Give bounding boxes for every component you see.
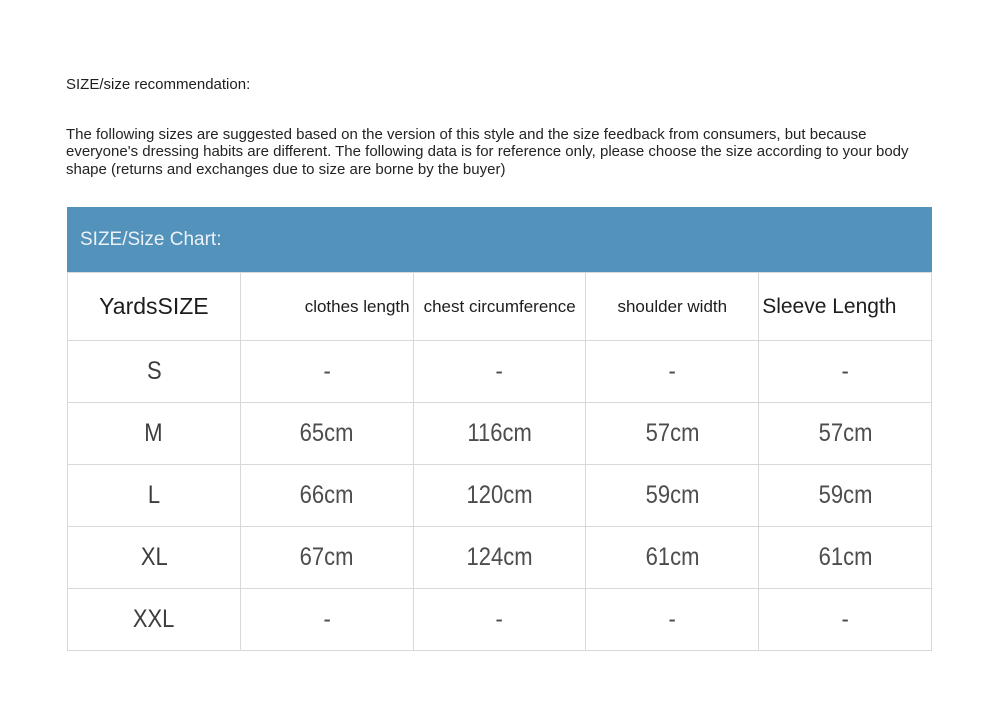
column-header-size: YardsSIZE [68, 273, 241, 341]
column-header-sleeve-length: Sleeve Length [759, 273, 932, 341]
size-chart-banner [67, 207, 932, 272]
table-header-row [68, 273, 932, 341]
column-header-chest: chest circumference [413, 273, 586, 341]
size-label: M [144, 419, 164, 448]
value-label: - [323, 357, 331, 386]
table-row-s [68, 341, 932, 403]
size-label: XL [140, 543, 168, 572]
value-cell [586, 403, 759, 465]
value-cell [413, 589, 586, 651]
value-cell [413, 403, 586, 465]
value-cell [240, 341, 413, 403]
column-header-clothes-length: clothes length [240, 273, 413, 341]
value-label: - [668, 357, 676, 386]
value-label: - [668, 605, 676, 634]
size-chart-table [67, 272, 932, 651]
value-label: 61cm [645, 543, 700, 572]
value-label: 116cm [467, 419, 532, 448]
value-cell [413, 341, 586, 403]
value-label: - [495, 357, 504, 386]
size-cell [68, 403, 241, 465]
column-header-shoulder-width: shoulder width [586, 273, 759, 341]
value-cell [759, 527, 932, 589]
value-label: 120cm [466, 481, 533, 510]
value-label: 66cm [299, 481, 354, 510]
page-title: SIZE/size recommendation: [66, 76, 251, 93]
size-cell [68, 465, 241, 527]
size-cell [68, 341, 241, 403]
value-label: 59cm [645, 481, 700, 510]
size-description: The following sizes are suggested based on the version of this style and the size feedback from consumers, but because everyone's dressing habits are different. The following data is for reference only, please choose the size according to your body shape (returns and exchanges due to size are borne by the buyer) [66, 126, 909, 178]
value-cell [586, 527, 759, 589]
size-label: L [147, 481, 161, 510]
value-label: - [841, 357, 849, 386]
value-label: 61cm [818, 543, 872, 572]
value-cell [759, 341, 932, 403]
value-cell [759, 403, 932, 465]
size-cell [68, 589, 241, 651]
value-cell [586, 589, 759, 651]
value-label: 124cm [466, 543, 533, 572]
value-cell [413, 527, 586, 589]
table-row-l [68, 465, 932, 527]
value-label: 57cm [645, 419, 700, 448]
value-cell [586, 465, 759, 527]
value-label: 65cm [299, 419, 354, 448]
value-label: - [495, 605, 504, 634]
table-row-m [68, 403, 932, 465]
value-label: - [841, 605, 849, 634]
size-label: S [146, 357, 162, 386]
value-cell [586, 341, 759, 403]
value-label: - [323, 605, 331, 634]
table-row-xl [68, 527, 932, 589]
value-label: 57cm [818, 419, 872, 448]
size-cell [68, 527, 241, 589]
value-cell [759, 589, 932, 651]
size-chart-banner-label: SIZE/Size Chart: [80, 228, 222, 250]
value-cell [240, 589, 413, 651]
table-row-xxl [68, 589, 932, 651]
value-label: 59cm [818, 481, 872, 510]
value-cell [759, 465, 932, 527]
value-cell [413, 465, 586, 527]
size-label: XXL [133, 605, 175, 634]
value-cell [240, 465, 413, 527]
value-label: 67cm [299, 543, 354, 572]
value-cell [240, 403, 413, 465]
value-cell [240, 527, 413, 589]
